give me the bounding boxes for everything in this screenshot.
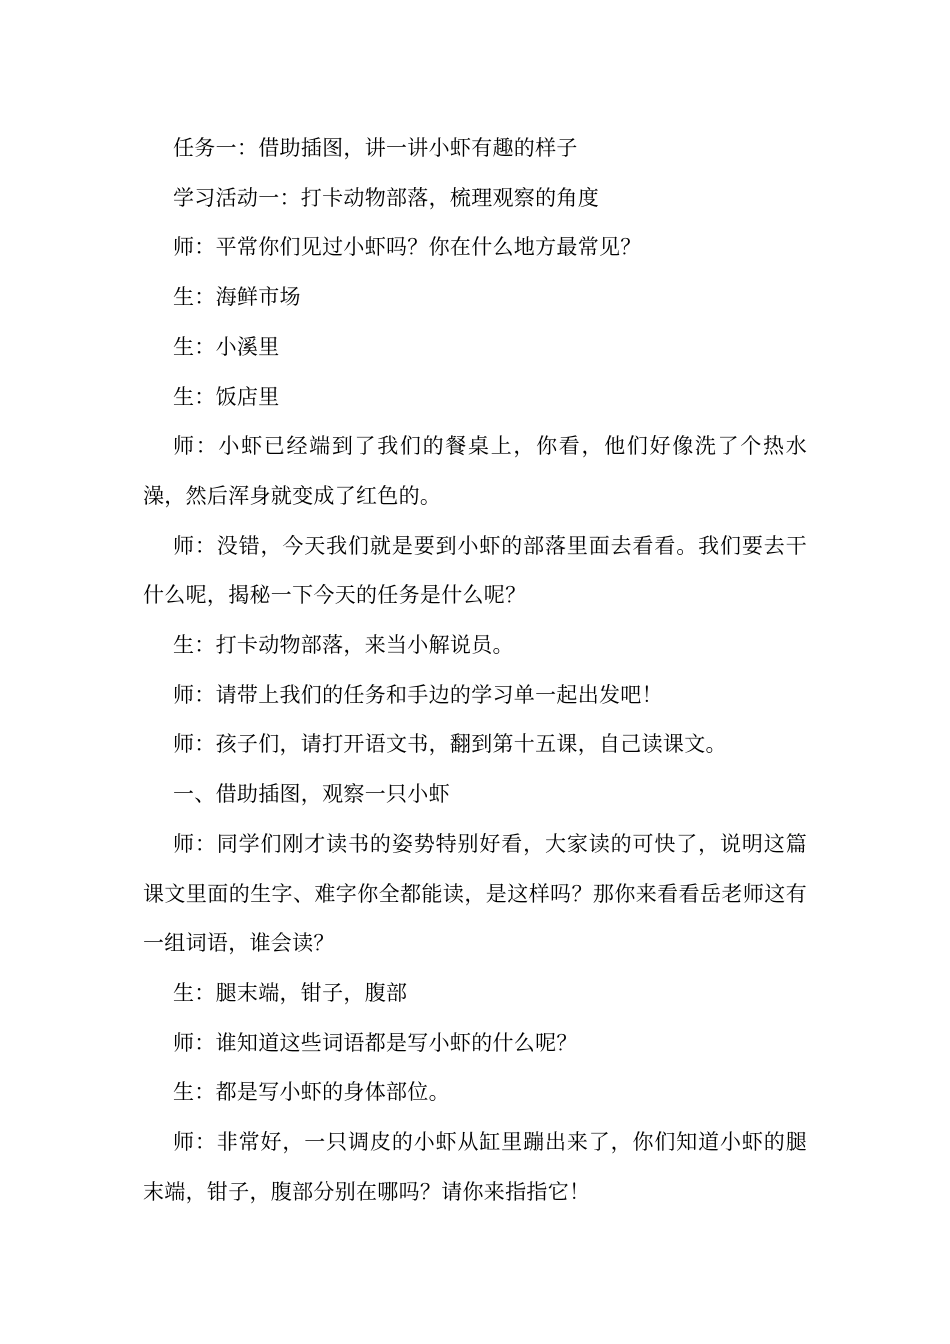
paragraph-student: 生：小溪里 bbox=[173, 334, 280, 359]
paragraph-teacher: 师：孩子们，请打开语文书，翻到第十五课，自己读课文。 bbox=[173, 732, 727, 757]
paragraph-student: 生：海鲜市场 bbox=[173, 285, 301, 310]
paragraph-task-title: 任务一：借助插图，讲一讲小虾有趣的样子 bbox=[173, 136, 578, 160]
paragraph-teacher: 师：没错，今天我们就是要到小虾的部落里面去看看。我们要去干什么呢，揭秘一下今天的任务是什么呢？ bbox=[143, 533, 807, 608]
document-body bbox=[143, 124, 807, 1217]
paragraph-student: 生：打卡动物部落，来当小解说员。 bbox=[173, 633, 514, 658]
paragraph-teacher: 师：请带上我们的任务和手边的学习单一起出发吧！ bbox=[173, 682, 663, 707]
paragraph-teacher: 师：同学们刚才读书的姿势特别好看，大家读的可快了，说明这篇课文里面的生字、难字你全都能读，是这样吗？那你来看看岳老师这有一组词语，谁会读？ bbox=[143, 831, 807, 956]
paragraph-teacher: 师：平常你们见过小虾吗？你在什么地方最常见？ bbox=[173, 235, 642, 260]
paragraph-teacher: 师：谁知道这些词语都是写小虾的什么呢？ bbox=[173, 1030, 578, 1055]
paragraph-teacher: 师：小虾已经端到了我们的餐桌上，你看，他们好像洗了个热水澡，然后浑身就变成了红色的。 bbox=[143, 434, 807, 508]
paragraph-student: 生：饭店里 bbox=[173, 384, 280, 409]
paragraph-teacher: 师：非常好，一只调皮的小虾从缸里蹦出来了，你们知道小虾的腿末端，钳子，腹部分别在哪吗？请你来指指它！ bbox=[143, 1130, 807, 1204]
paragraph-student: 生：腿末端，钳子，腹部 bbox=[173, 980, 408, 1005]
paragraph-student: 生：都是写小虾的身体部位。 bbox=[173, 1080, 450, 1105]
paragraph-activity-title: 学习活动一：打卡动物部落，梳理观察的角度 bbox=[173, 185, 599, 210]
paragraph-section-heading: 一、借助插图，观察一只小虾 bbox=[173, 782, 450, 807]
